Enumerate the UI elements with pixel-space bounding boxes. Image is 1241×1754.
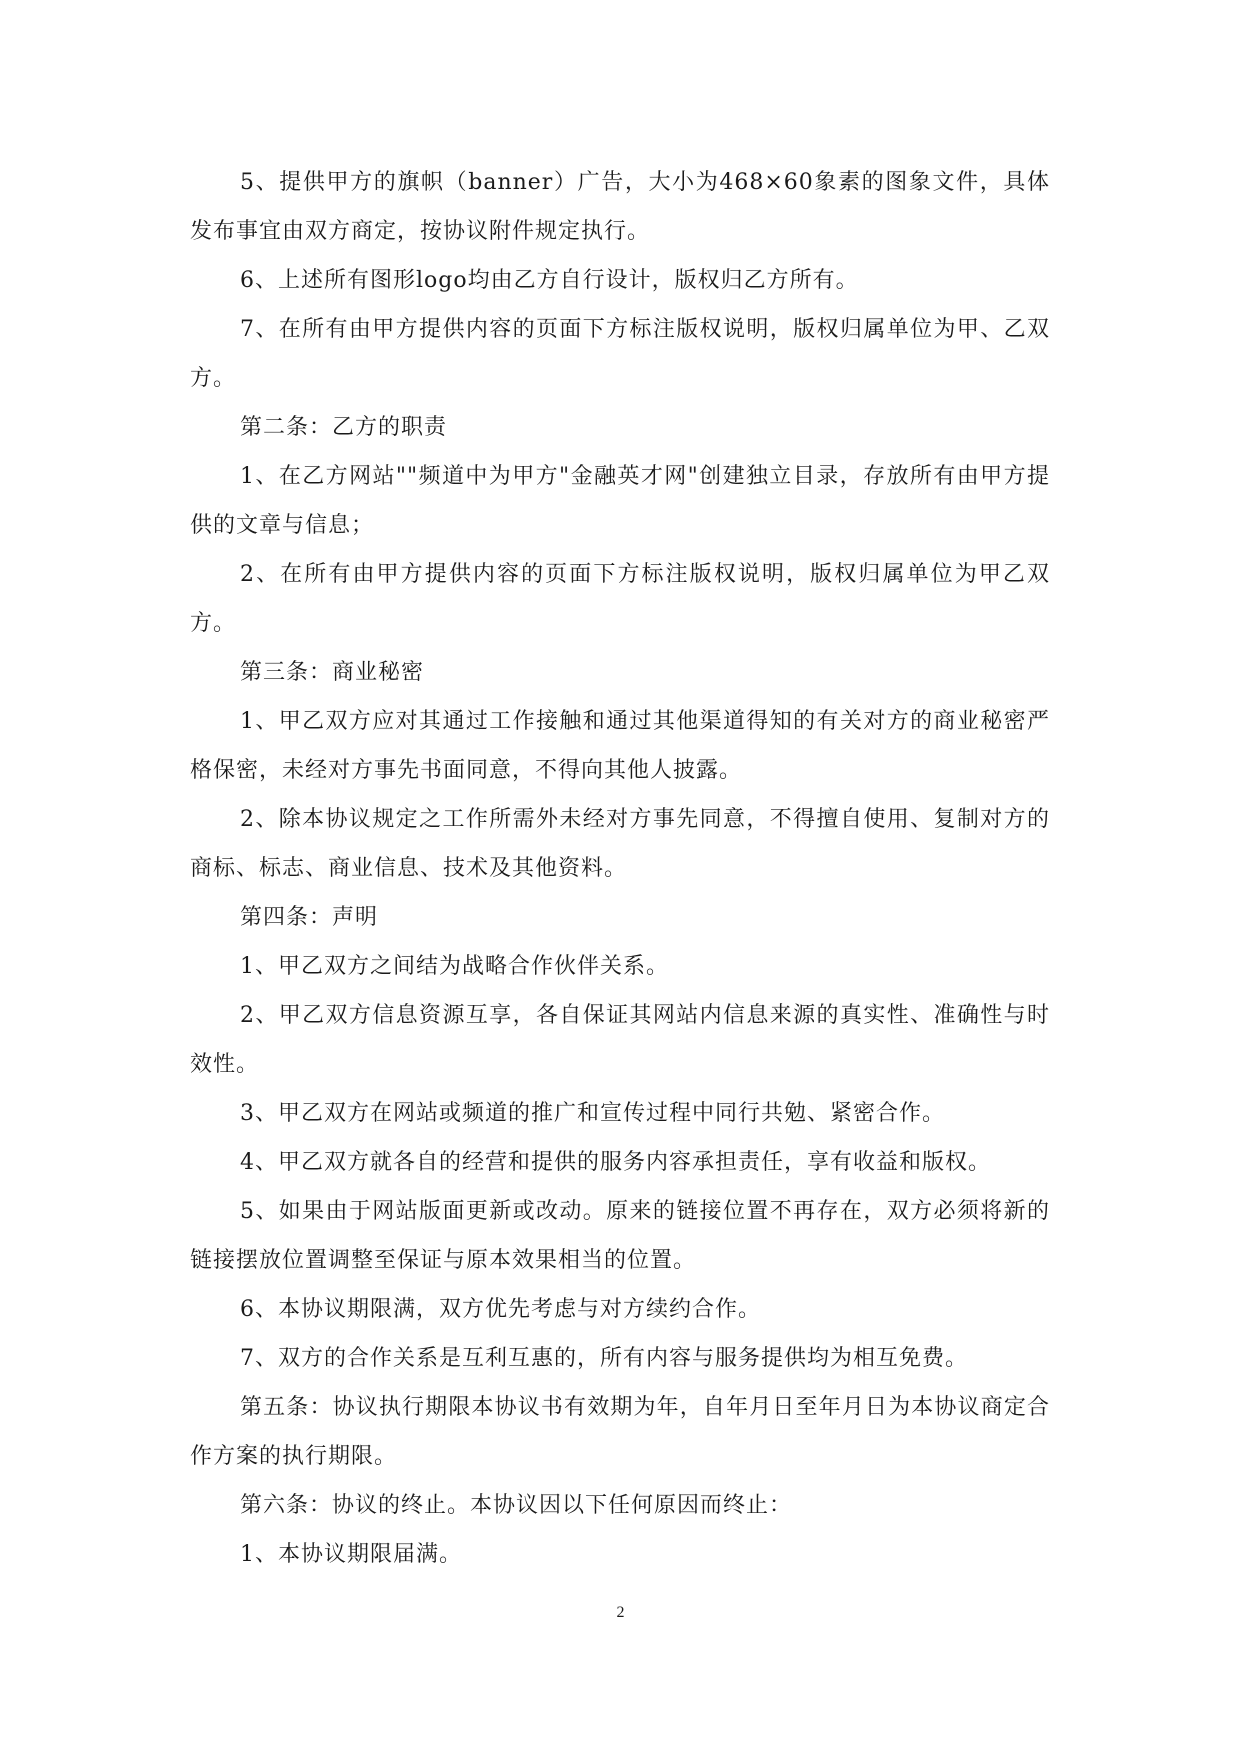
- paragraph-article-4-item-2: 2、甲乙双方信息资源互享，各自保证其网站内信息来源的真实性、准确性与时效性。: [190, 1003, 1050, 1077]
- paragraph-6-logo: 6、上述所有图形logo均由乙方自行设计，版权归乙方所有。: [240, 268, 859, 293]
- paragraph-article-4-item-4: 4、甲乙双方就各自的经营和提供的服务内容承担责任，享有收益和版权。: [240, 1150, 991, 1175]
- document-body: [190, 158, 1050, 1579]
- paragraph-article-4-item-6: 6、本协议期限满，双方优先考虑与对方续约合作。: [240, 1297, 761, 1322]
- paragraph-article-4-item-3: 3、甲乙双方在网站或频道的推广和宣传过程中同行共勉、紧密合作。: [240, 1101, 945, 1126]
- section-heading-article-5: 第五条：协议执行期限本协议书有效期为年，自年月日至年月日为本协议商定合作方案的执行期限。: [190, 1395, 1050, 1469]
- section-heading-article-2: 第二条：乙方的职责: [240, 415, 448, 440]
- section-heading-article-4: 第四条：声明: [240, 905, 379, 930]
- section-heading-article-6: 第六条：协议的终止。本协议因以下任何原因而终止：: [240, 1493, 793, 1518]
- paragraph-article-4-item-1: 1、甲乙双方之间结为战略合作伙伴关系。: [240, 954, 669, 979]
- paragraph-7-copyright: 7、在所有由甲方提供内容的页面下方标注版权说明，版权归属单位为甲、乙双方。: [190, 317, 1050, 391]
- paragraph-article-3-item-2: 2、除本协议规定之工作所需外未经对方事先同意，不得擅自使用、复制对方的商标、标志、商业信息、技术及其他资料。: [190, 807, 1050, 881]
- paragraph-article-2-item-1: 1、在乙方网站""频道中为甲方"金融英才网"创建独立目录，存放所有由甲方提供的文章与信息；: [190, 464, 1050, 538]
- paragraph-article-4-item-5: 5、如果由于网站版面更新或改动。原来的链接位置不再存在，双方必须将新的链接摆放位置调整至保证与原本效果相当的位置。: [190, 1199, 1050, 1273]
- page-number: 2: [616, 1604, 625, 1621]
- paragraph-article-4-item-7: 7、双方的合作关系是互利互惠的，所有内容与服务提供均为相互免费。: [240, 1346, 968, 1371]
- section-heading-article-3: 第三条：商业秘密: [240, 660, 425, 685]
- paragraph-5-banner: 5、提供甲方的旗帜（banner）广告，大小为468×60象素的图象文件，具体发布事宜由双方商定，按协议附件规定执行。: [190, 170, 1050, 244]
- paragraph-article-3-item-1: 1、甲乙双方应对其通过工作接触和通过其他渠道得知的有关对方的商业秘密严格保密，未经对方事先书面同意，不得向其他人披露。: [190, 709, 1050, 783]
- paragraph-article-6-item-1: 1、本协议期限届满。: [240, 1542, 462, 1567]
- paragraph-article-2-item-2: 2、在所有由甲方提供内容的页面下方标注版权说明，版权归属单位为甲乙双方。: [190, 562, 1050, 636]
